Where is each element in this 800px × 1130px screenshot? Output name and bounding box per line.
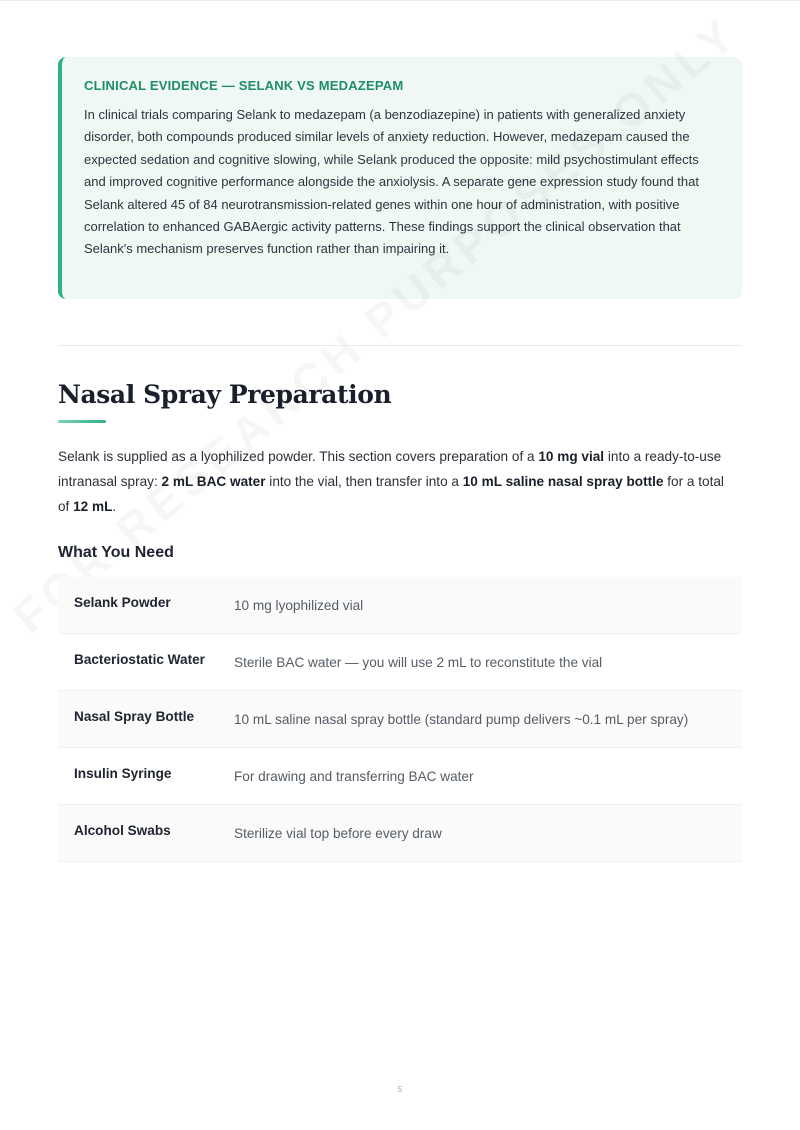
item-name: Insulin Syringe (74, 766, 172, 781)
page-number: 5 (397, 1085, 403, 1094)
item-name: Alcohol Swabs (74, 823, 171, 838)
item-name: Selank Powder (74, 595, 171, 610)
callout-body: In clinical trials comparing Selank to medazepam (a benzodiazepine) in patients with generalized anxiety disorder, both compounds produced similar levels of anxiety reduction. However, medazepam caused the expected sedation and cognitive slowing, while Selank produced the opposite: mild psychostimulant effects and improved cognitive performance alongside the anxiolysis. A separate gene expression study found that Selank altered 45 of 84 neurotransmission-related genes within one hour of administration, with positive correlation to enhanced GABAergic activity patterns. These findings support the clinical observation that Selank's mechanism preserves function rather than impairing it. (84, 107, 699, 257)
clinical-evidence-callout (58, 57, 742, 299)
table-row (58, 748, 742, 805)
item-description: 10 mL saline nasal spray bottle (standard pump delivers ~0.1 mL per spray) (234, 712, 689, 727)
callout-title: CLINICAL EVIDENCE — SELANK VS MEDAZEPAM (84, 78, 404, 93)
item-name: Bacteriostatic Water (74, 652, 205, 667)
item-description: Sterilize vial top before every draw (234, 826, 442, 841)
item-description: 10 mg lyophilized vial (234, 598, 364, 613)
section-title: Nasal Spray Preparation (58, 380, 392, 409)
intro-text: . (112, 499, 117, 514)
intro-bold: 2 mL BAC water (161, 474, 266, 489)
intro-text: Selank is supplied as a lyophilized powder. This section covers preparation of a (58, 449, 539, 464)
what-you-need-heading: What You Need (58, 544, 174, 561)
intro-paragraph (58, 444, 738, 519)
supplies-table (58, 577, 742, 862)
table-row (58, 691, 742, 748)
intro-text: into the vial, then transfer into a (265, 474, 463, 489)
intro-bold: 10 mL saline nasal spray bottle (462, 474, 664, 489)
intro-bold: 10 mg vial (538, 449, 605, 464)
top-rule (0, 0, 800, 1)
item-name: Nasal Spray Bottle (74, 709, 195, 724)
section-divider (58, 345, 742, 346)
table-row (58, 634, 742, 691)
intro-text: for a total of (58, 474, 724, 514)
table-row (58, 577, 742, 634)
item-description: Sterile BAC water — you will use 2 mL to reconstitute the vial (234, 655, 603, 670)
item-description: For drawing and transferring BAC water (234, 769, 474, 784)
intro-text: into a ready-to-use intranasal spray: (58, 449, 722, 489)
title-underline (58, 420, 106, 423)
intro-bold: 12 mL (73, 499, 113, 514)
table-row (58, 805, 742, 862)
